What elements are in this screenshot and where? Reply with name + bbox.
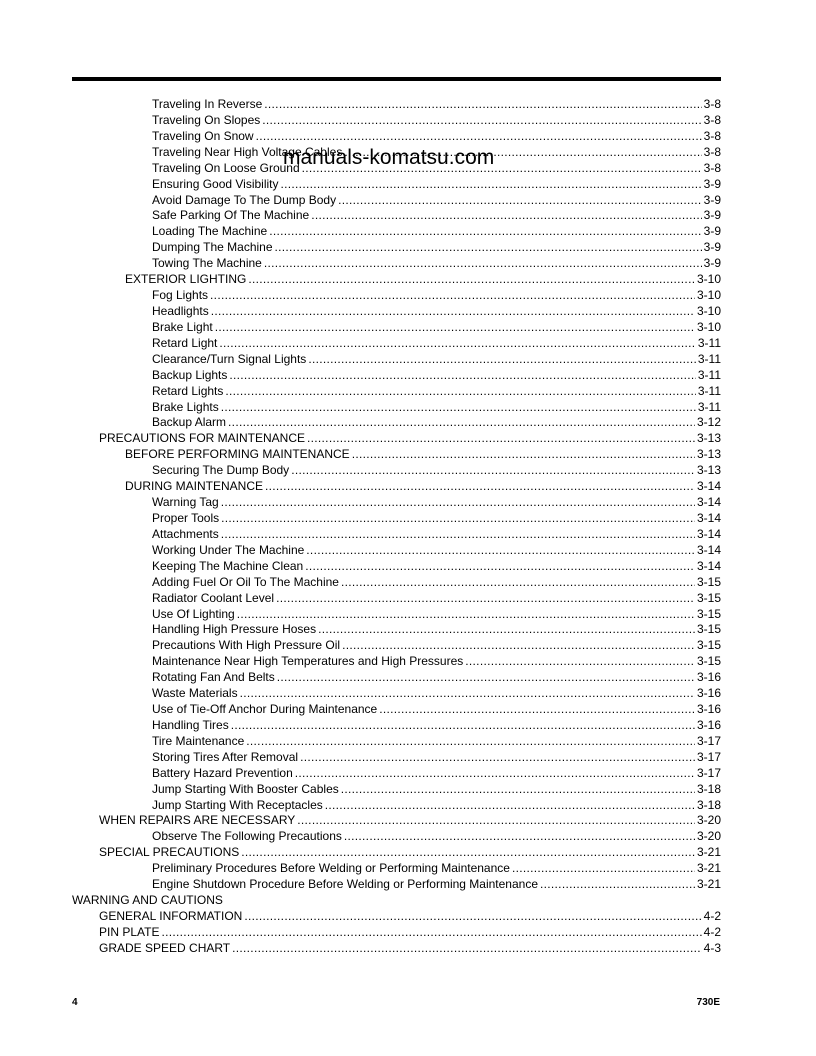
toc-entry[interactable] [72,208,721,224]
toc-entry-title: BEFORE PERFORMING MAINTENANCE [125,447,350,462]
toc-entry-title: Fog Lights [152,288,209,303]
toc-entry-page: 3-12 [696,415,721,430]
dot-leader [221,400,696,416]
toc-entry-title: Proper Tools [152,510,220,525]
toc-entry-title: Adding Fuel Or Oil To The Machine [152,574,339,589]
toc-entry[interactable] [72,527,721,543]
toc-entry[interactable] [72,941,721,957]
toc-entry-page: 3-9 [703,208,721,223]
toc-entry[interactable] [72,702,721,718]
toc-entry-title: WARNING AND CAUTIONS [72,893,223,908]
dot-leader [379,702,695,718]
table-of-contents [72,97,721,957]
toc-entry-page: 3-17 [696,733,721,748]
dot-leader [215,320,695,336]
toc-entry[interactable] [72,495,721,511]
toc-entry-page: 3-21 [696,877,721,892]
dot-leader [211,304,695,320]
toc-entry-title: Storing Tires After Removal [152,749,299,764]
toc-entry-page: 3-14 [696,558,721,573]
toc-entry-title: Traveling On Loose Ground [152,160,300,175]
toc-entry-page: 4-2 [703,909,721,924]
toc-entry-page: 3-21 [696,845,721,860]
toc-entry-title: Traveling On Slopes [152,112,261,127]
toc-entry-page: 3-15 [696,590,721,605]
toc-entry-page: 3-15 [696,606,721,621]
toc-entry-title: Use Of Lighting [152,606,235,621]
dot-leader [318,622,695,638]
dot-leader [221,495,695,511]
toc-entry[interactable] [72,591,721,607]
toc-entry-page: 3-14 [696,510,721,525]
toc-entry-title: Loading The Machine [152,224,268,239]
toc-entry-title: WHEN REPAIRS ARE NECESSARY [99,813,296,828]
toc-entry[interactable] [72,622,721,638]
dot-leader [352,447,695,463]
toc-entry-page: 3-15 [696,622,721,637]
toc-entry-page: 3-14 [696,495,721,510]
toc-entry-title: Preliminary Procedures Before Welding or Performing Maintenance [152,861,510,876]
dot-leader [344,829,695,845]
dot-leader [231,718,695,734]
toc-entry[interactable] [72,177,721,193]
toc-entry[interactable] [72,384,721,400]
dot-leader [281,177,702,193]
toc-entry[interactable] [72,734,721,750]
toc-entry-title: Rotating Fan And Belts [152,670,275,685]
dot-leader [308,352,696,368]
toc-entry-title: GENERAL INFORMATION [99,909,243,924]
dot-leader [306,543,695,559]
toc-entry[interactable] [72,845,721,861]
toc-entry-title: Backup Alarm [152,415,227,430]
dot-leader [241,845,695,861]
toc-entry[interactable] [72,352,721,368]
toc-entry-title: Ensuring Good Visibility [152,176,279,191]
toc-entry[interactable] [72,224,721,240]
toc-entry-page: 3-16 [696,670,721,685]
toc-entry-title: Working Under The Machine [152,542,305,557]
toc-entry-page: 3-9 [703,240,721,255]
dot-leader [341,575,695,591]
toc-entry-title: Jump Starting With Receptacles [152,797,323,812]
dot-leader [237,607,695,623]
toc-entry[interactable] [72,893,721,909]
toc-entry-page: 3-9 [703,256,721,271]
toc-entry-page: 3-18 [696,797,721,812]
dot-leader [246,734,695,750]
toc-entry-title: SPECIAL PRECAUTIONS [99,845,240,860]
toc-entry-title: Retard Light [152,335,218,350]
toc-entry-title: Engine Shutdown Procedure Before Welding or Performing Maintenance [152,877,539,892]
toc-entry-page: 3-11 [697,367,721,382]
toc-entry-title: Safe Parking Of The Machine [152,208,310,223]
dot-leader [276,591,695,607]
toc-entry-page: 3-8 [703,128,721,143]
toc-entry[interactable] [72,654,721,670]
toc-entry-title: PIN PLATE [99,924,160,939]
toc-entry-page: 3-20 [696,829,721,844]
toc-entry-page: 3-16 [696,686,721,701]
toc-entry-title: GRADE SPEED CHART [99,940,231,955]
dot-leader [225,384,695,400]
toc-entry-page: 3-18 [696,781,721,796]
toc-entry[interactable] [72,877,721,893]
toc-entry-page: 3-13 [696,447,721,462]
toc-entry-title: Warning Tag [152,495,219,510]
toc-entry[interactable] [72,304,721,320]
toc-entry[interactable] [72,400,721,416]
footer-page-number: 4 [72,997,78,1008]
toc-entry[interactable] [72,240,721,256]
toc-entry-page: 3-11 [697,383,721,398]
toc-entry-title: Jump Starting With Booster Cables [152,781,339,796]
top-rule [72,77,721,81]
toc-entry[interactable] [72,288,721,304]
toc-entry[interactable] [72,686,721,702]
toc-entry[interactable] [72,798,721,814]
toc-entry-title: Precautions With High Pressure Oil [152,638,341,653]
toc-entry[interactable] [72,129,721,145]
footer-model: 730E [696,997,720,1008]
toc-entry-title: Headlights [152,303,209,318]
dot-leader [275,240,702,256]
dot-leader [269,224,701,240]
toc-entry[interactable] [72,750,721,766]
toc-entry-title: Traveling In Reverse [152,97,263,111]
toc-entry[interactable] [72,909,721,925]
toc-entry-page: 3-8 [703,112,721,127]
dot-leader [264,256,702,272]
dot-leader [229,368,695,384]
toc-entry-page: 4-3 [703,940,721,955]
toc-entry-page: 3-13 [696,431,721,446]
toc-entry-title: Waste Materials [152,686,238,701]
dot-leader [228,415,695,431]
toc-entry-page: 3-20 [696,813,721,828]
toc-entry-title: EXTERIOR LIGHTING [125,272,247,287]
toc-entry-title: Attachments [152,526,219,541]
dot-leader [540,877,695,893]
dot-leader [240,686,695,702]
toc-entry-page: 3-9 [703,176,721,191]
dot-leader [297,813,695,829]
toc-entry[interactable] [72,575,721,591]
toc-entry-title: Retard Lights [152,383,224,398]
toc-entry-title: Maintenance Near High Temperatures and High Pressures [152,654,464,669]
dot-leader [256,129,702,145]
toc-entry-page: 3-17 [696,749,721,764]
toc-entry[interactable] [72,256,721,272]
toc-entry-page: 3-14 [696,479,721,494]
toc-entry-page: 3-10 [696,319,721,334]
toc-entry[interactable] [72,272,721,288]
dot-leader [161,925,701,941]
dot-leader [465,654,695,670]
toc-entry-page: 3-10 [696,303,721,318]
toc-entry-page: 3-11 [697,399,721,414]
toc-entry-page: 3-15 [696,654,721,669]
dot-leader [342,638,695,654]
dot-leader [512,861,695,877]
toc-entry-title: Avoid Damage To The Dump Body [152,192,337,207]
toc-entry-title: PRECAUTIONS FOR MAINTENANCE [99,431,306,446]
toc-entry-page: 3-10 [696,272,721,287]
toc-entry[interactable] [72,782,721,798]
dot-leader [264,97,701,113]
toc-entry[interactable] [72,829,721,845]
dot-leader [311,208,701,224]
dot-leader [219,336,695,352]
toc-entry-page: 3-15 [696,638,721,653]
dot-leader [248,272,695,288]
toc-entry-title: Dumping The Machine [152,240,273,255]
dot-leader [265,479,695,495]
dot-leader [291,463,695,479]
toc-entry-title: Handling Tires [152,717,229,732]
toc-entry[interactable] [72,543,721,559]
toc-entry[interactable] [72,670,721,686]
dot-leader [221,527,695,543]
toc-entry[interactable] [72,718,721,734]
toc-entry-page: 3-21 [696,861,721,876]
toc-entry-title: Battery Hazard Prevention [152,765,293,780]
toc-entry-page: 3-11 [697,335,721,350]
toc-entry-title: Tire Maintenance [152,733,245,748]
toc-entry-page: 3-15 [696,574,721,589]
toc-entry-title: Clearance/Turn Signal Lights [152,351,307,366]
toc-entry-title: Brake Light [152,319,213,334]
toc-entry-page: 3-16 [696,717,721,732]
toc-entry[interactable] [72,336,721,352]
dot-leader [325,798,695,814]
toc-entry[interactable] [72,607,721,623]
toc-entry-page: 3-8 [703,144,721,159]
toc-entry-title: Keeping The Machine Clean [152,558,304,573]
toc-entry-title: Traveling Near High Voltage Cables [152,144,343,159]
toc-entry[interactable] [72,638,721,654]
toc-entry-title: Securing The Dump Body [152,463,290,478]
toc-entry[interactable] [72,861,721,877]
toc-entry-title: DURING MAINTENANCE [125,479,264,494]
toc-entry-page: 3-11 [697,351,721,366]
toc-entry[interactable] [72,431,721,447]
toc-entry-page: 3-8 [703,160,721,175]
toc-entry-page: 3-9 [703,224,721,239]
toc-entry[interactable] [72,447,721,463]
toc-entry-page: 3-13 [696,463,721,478]
dot-leader [307,431,695,447]
toc-entry-page: 3-17 [696,765,721,780]
dot-leader [305,559,695,575]
toc-entry-page: 4-2 [703,924,721,939]
toc-entry-title: Handling High Pressure Hoses [152,622,317,637]
toc-entry[interactable] [72,97,721,113]
dot-leader [244,909,701,925]
toc-entry[interactable] [72,766,721,782]
toc-entry-title: Traveling On Snow [152,128,254,143]
toc-entry-title: Radiator Coolant Level [152,590,275,605]
dot-leader [277,670,695,686]
dot-leader [221,511,695,527]
dot-leader [262,113,701,129]
toc-entry-page: 3-8 [703,97,721,111]
toc-entry-page: 3-9 [703,192,721,207]
toc-entry[interactable] [72,415,721,431]
toc-entry[interactable] [72,193,721,209]
toc-entry[interactable] [72,511,721,527]
toc-entry[interactable] [72,479,721,495]
dot-leader [232,941,702,957]
toc-entry-page: 3-16 [696,702,721,717]
toc-entry-page: 3-10 [696,288,721,303]
dot-leader [341,782,695,798]
watermark: manuals-komatsu.com [283,146,495,169]
dot-leader [338,193,702,209]
toc-entry-title: Use of Tie-Off Anchor During Maintenance [152,702,378,717]
toc-entry-title: Backup Lights [152,367,228,382]
toc-entry[interactable] [72,559,721,575]
toc-entry[interactable] [72,320,721,336]
dot-leader [300,750,695,766]
dot-leader [210,288,695,304]
toc-entry-title: Observe The Following Precautions [152,829,342,844]
dot-leader [295,766,695,782]
toc-entry[interactable] [72,813,721,829]
toc-entry[interactable] [72,113,721,129]
toc-entry-title: Towing The Machine [152,256,262,271]
toc-entry-page: 3-14 [696,542,721,557]
toc-entry[interactable] [72,463,721,479]
toc-entry-page: 3-14 [696,526,721,541]
toc-entry-title: Brake Lights [152,399,219,414]
toc-entry[interactable] [72,925,721,941]
toc-entry[interactable] [72,368,721,384]
